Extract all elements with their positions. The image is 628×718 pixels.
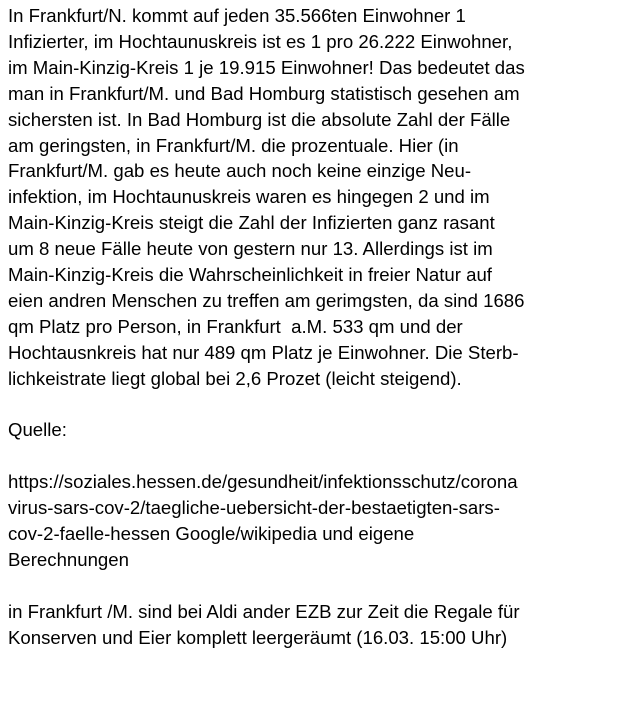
text-line: man in Frankfurt/M. und Bad Homburg statistisch gesehen am xyxy=(8,82,520,104)
source-line: https://soziales.hessen.de/gesundheit/infektionsschutz/corona xyxy=(8,471,518,493)
text-line: In Frankfurt/N. kommt auf jeden 35.566ten Einwohner 1 xyxy=(8,5,466,26)
source-line: virus-sars-cov-2/taegliche-uebersicht-der-bestaetigten-sars- xyxy=(8,497,500,519)
text-line: Infizierter, im Hochtaunuskreis ist es 1 pro 26.222 Einwohner, xyxy=(8,30,513,52)
text-line: Main-Kinzig-Kreis die Wahrscheinlichkeit in freier Natur auf xyxy=(8,264,492,286)
note-paragraph xyxy=(8,599,628,651)
note-line: in Frankfurt /M. sind bei Aldi ander EZB zur Zeit die Regale für xyxy=(8,600,520,622)
blank-line xyxy=(8,573,628,599)
source-line: cov-2-faelle-hessen Google/wikipedia und eigene xyxy=(8,523,415,545)
text-line: um 8 neue Fälle heute von gestern nur 13. Allerdings ist im xyxy=(8,238,493,260)
text-line: Hochtausnkreis hat nur 489 qm Platz je Einwohner. Die Sterb- xyxy=(8,341,519,363)
source-label: Quelle: xyxy=(8,419,67,441)
text-line: Frankfurt/M. gab es heute auch noch keine einzige Neu- xyxy=(8,160,472,182)
source-paragraph xyxy=(8,469,628,573)
note-line: Konserven und Eier komplett leergeräumt (16.03. 15:00 Uhr) xyxy=(8,626,508,648)
text-line: qm Platz pro Person, in Frankfurt a.M. 533 qm und der xyxy=(8,315,463,337)
source-line: Berechnungen xyxy=(8,549,129,570)
text-line: infektion, im Hochtaunuskreis waren es hingegen 2 und im xyxy=(8,186,490,208)
text-line: am geringsten, in Frankfurt/M. die prozentuale. Hier (in xyxy=(8,134,459,156)
text-line: lichkeistrate liegt global bei 2,6 Prozet (leicht steigend). xyxy=(8,367,462,389)
blank-line xyxy=(8,392,628,418)
blank-line xyxy=(8,443,628,469)
main-paragraph xyxy=(8,3,628,392)
text-line: sichersten ist. In Bad Homburg ist die absolute Zahl der Fälle xyxy=(8,108,511,130)
text-line: im Main-Kinzig-Kreis 1 je 19.915 Einwohner! Das bedeutet das xyxy=(8,56,525,78)
text-line: eien andren Menschen zu treffen am gerimgsten, da sind 1686 xyxy=(8,289,525,311)
text-line: Main-Kinzig-Kreis steigt die Zahl der Infizierten ganz rasant xyxy=(8,212,495,234)
